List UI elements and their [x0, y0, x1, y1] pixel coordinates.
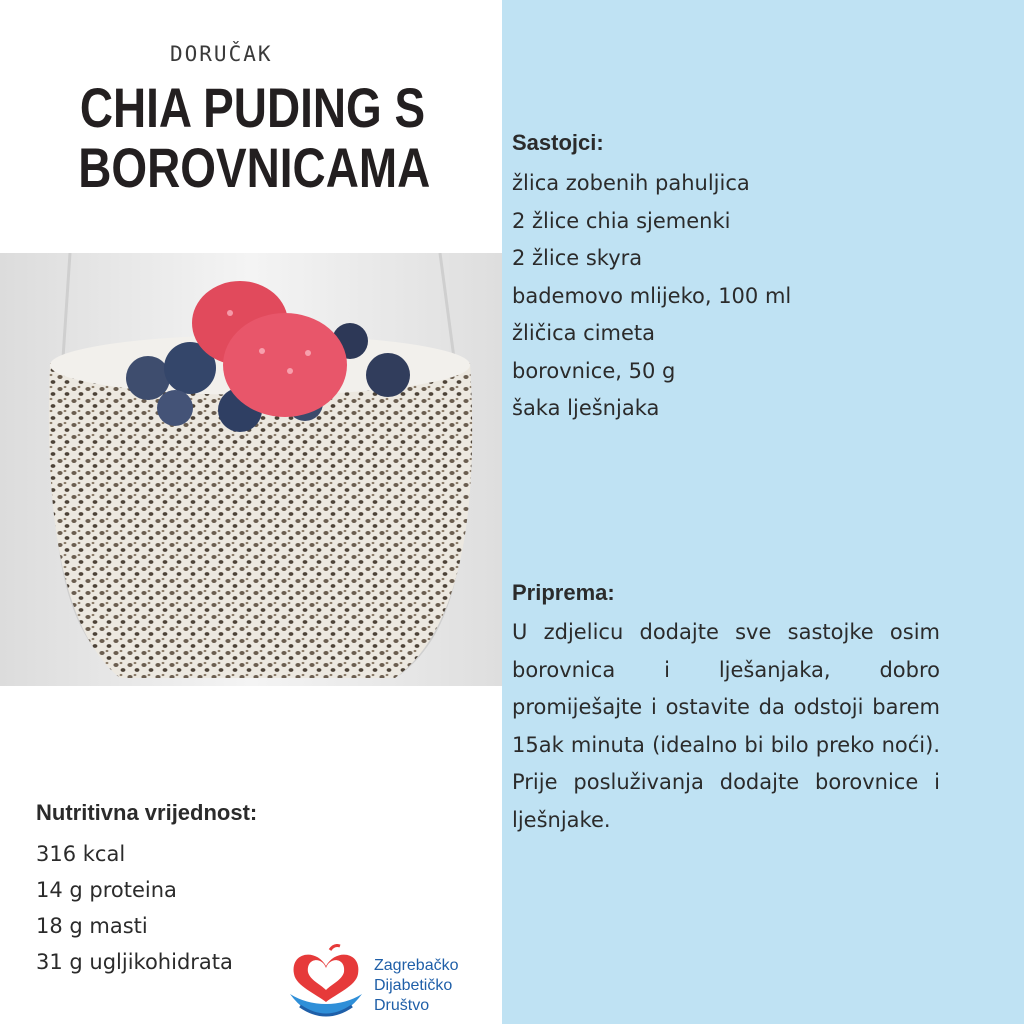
preparation-heading: Priprema:: [512, 580, 615, 605]
nutrition-item: 316 kcal: [36, 842, 126, 866]
nutrition-item: 31 g ugljikohidrata: [36, 950, 233, 974]
chia-pudding-photo: [0, 253, 502, 686]
ingredients-list: [512, 165, 791, 428]
heart-hands-icon: [286, 944, 366, 1020]
recipe-title-line-1: CHIA PUDING S: [79, 76, 426, 139]
logo-line-1: Zagrebačko: [374, 957, 459, 974]
zdd-logo: [286, 944, 486, 1020]
ingredient-item: žličica cimeta: [512, 321, 656, 345]
nutrition-list: [36, 836, 233, 980]
logo-line-3: Društvo: [374, 997, 430, 1014]
preparation-text: U zdjelicu dodajte sve sastojke osim borovnica i lješanjaka, dobro promiješajte i ostavite da odstoji barem 15ak minuta (idealno bi bilo preko noći). Prije posluživanja dodajte borovnice i lješnjake.: [512, 620, 940, 832]
ingredient-item: 2 žlice chia sjemenki: [512, 208, 731, 233]
logo-line-2: Dijabetičko: [374, 977, 453, 994]
ingredients-heading: Sastojci:: [512, 130, 604, 155]
category-label: DORUČAK: [170, 42, 273, 66]
ingredient-item: bademovo mlijeko, 100 ml: [512, 283, 792, 308]
logo-text: [374, 956, 459, 1016]
ingredient-item: 2 žlice skyra: [512, 246, 643, 270]
ingredient-item: žlica zobenih pahuljica: [512, 171, 750, 195]
ingredient-item: borovnice, 50 g: [512, 358, 676, 383]
nutrition-item: 14 g proteina: [36, 878, 177, 902]
nutrition-heading: Nutritivna vrijednost:: [36, 800, 258, 825]
recipe-title-line-2: BOROVNICAMA: [78, 136, 431, 199]
ingredient-item: šaka lješnjaka: [512, 396, 660, 420]
recipe-title: [78, 76, 431, 199]
nutrition-item: 18 g masti: [36, 914, 148, 938]
